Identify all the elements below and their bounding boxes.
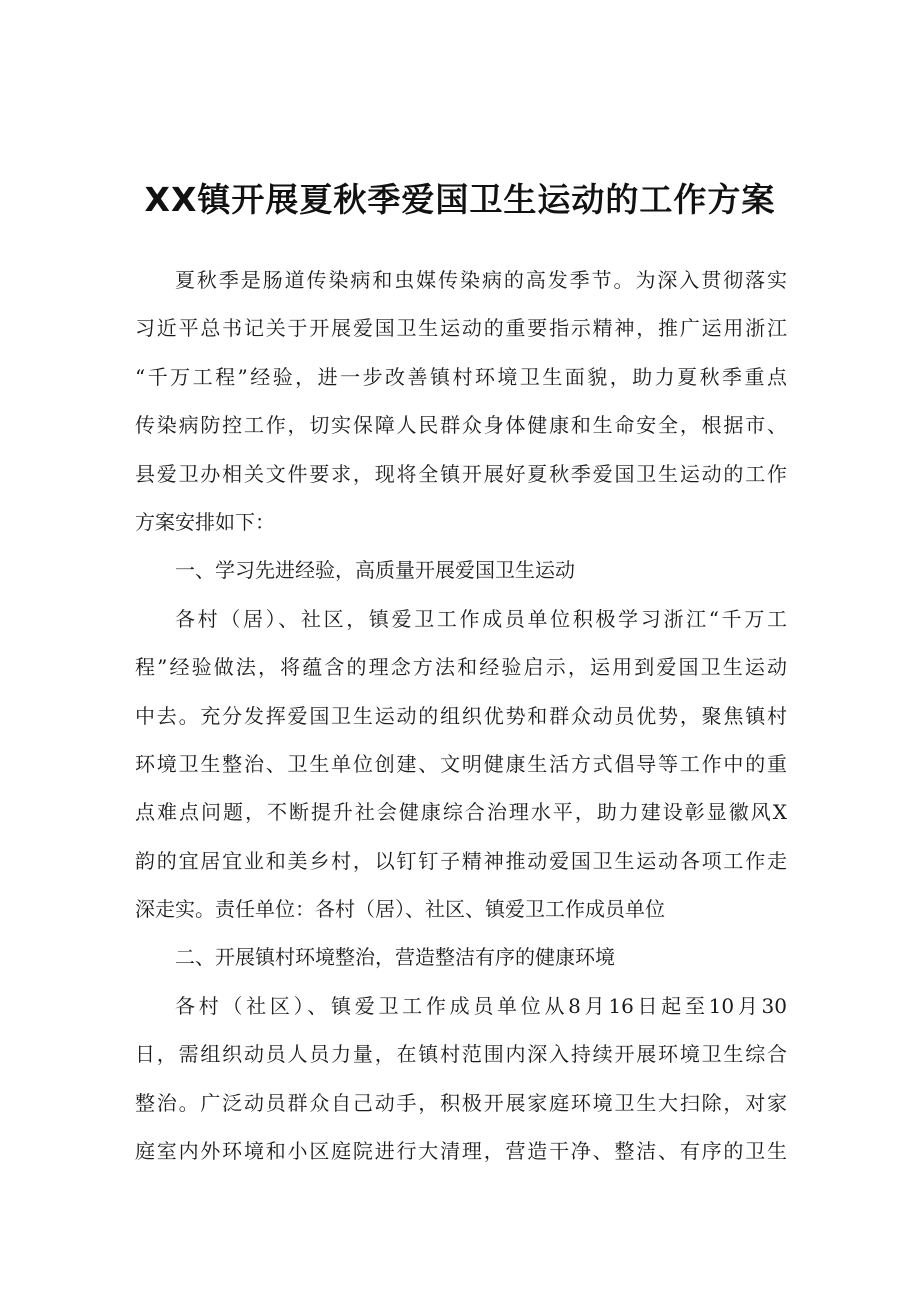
paragraph-line: 方案安排如下：	[135, 509, 275, 534]
paragraph-section-2	[135, 982, 787, 1176]
paragraph-line: 夏秋季是肠道传染病和虫媒传染病的高发季节。为深入贯彻落实	[175, 268, 787, 292]
paragraph-line: 韵的宜居宜业和美乡村，以钉钉子精神推动爱国卫生运动各项工作走	[135, 848, 787, 873]
paragraph-line: 习近平总书记关于开展爱国卫生运动的重要指示精神，推广运用浙江	[135, 316, 787, 341]
paragraph-line: 庭室内外环境和小区庭院进行大清理，营造干净、整洁、有序的卫生	[135, 1139, 787, 1164]
document-body	[135, 256, 787, 1175]
section-heading-text: 一、学习先进经验，高质量开展爱国卫生运动	[175, 558, 575, 583]
paragraph-line: 深走实。责任单位：各村（居）、社区、镇爱卫工作成员单位	[135, 897, 665, 922]
paragraph-line: 日，需组织动员人员力量，在镇村范围内深入持续开展环境卫生综合	[135, 1042, 787, 1067]
paragraph-line: 环境卫生整治、卫生单位创建、文明健康生活方式倡导等工作中的重	[135, 751, 787, 776]
paragraph-line: 各村（居）、社区，镇爱卫工作成员单位积极学习浙江“千万工	[175, 606, 787, 631]
paragraph-line: 点难点问题，不断提升社会健康综合治理水平，助力建设彰显徽风X	[135, 800, 787, 825]
paragraph-line: 程”经验做法，将蕴含的理念方法和经验启示，运用到爱国卫生运动	[135, 655, 787, 680]
section-heading-text: 二、开展镇村环境整治，营造整洁有序的健康环境	[175, 945, 615, 970]
paragraph-line: 整治。广泛动员群众自己动手，积极开展家庭环境卫生大扫除，对家	[135, 1090, 787, 1115]
paragraph-line: 各村（社区）、镇爱卫工作成员单位从8月16日起至10月30	[175, 993, 787, 1018]
paragraph-line: 县爱卫办相关文件要求，现将全镇开展好夏秋季爱国卫生运动的工作	[135, 461, 787, 486]
paragraph-section-1	[135, 595, 787, 934]
paragraph-intro	[135, 256, 787, 546]
document-title: XX镇开展夏秋季爱国卫生运动的工作方案	[144, 180, 776, 219]
paragraph-line: 传染病防控工作，切实保障人民群众身体健康和生命安全，根据市、	[135, 413, 787, 438]
section-heading-1	[135, 546, 787, 594]
paragraph-line: 中去。充分发挥爱国卫生运动的组织优势和群众动员优势，聚焦镇村	[135, 703, 787, 728]
section-heading-2	[135, 933, 787, 981]
paragraph-line: “千万工程”经验，进一步改善镇村环境卫生面貌，助力夏秋季重点	[135, 364, 787, 389]
